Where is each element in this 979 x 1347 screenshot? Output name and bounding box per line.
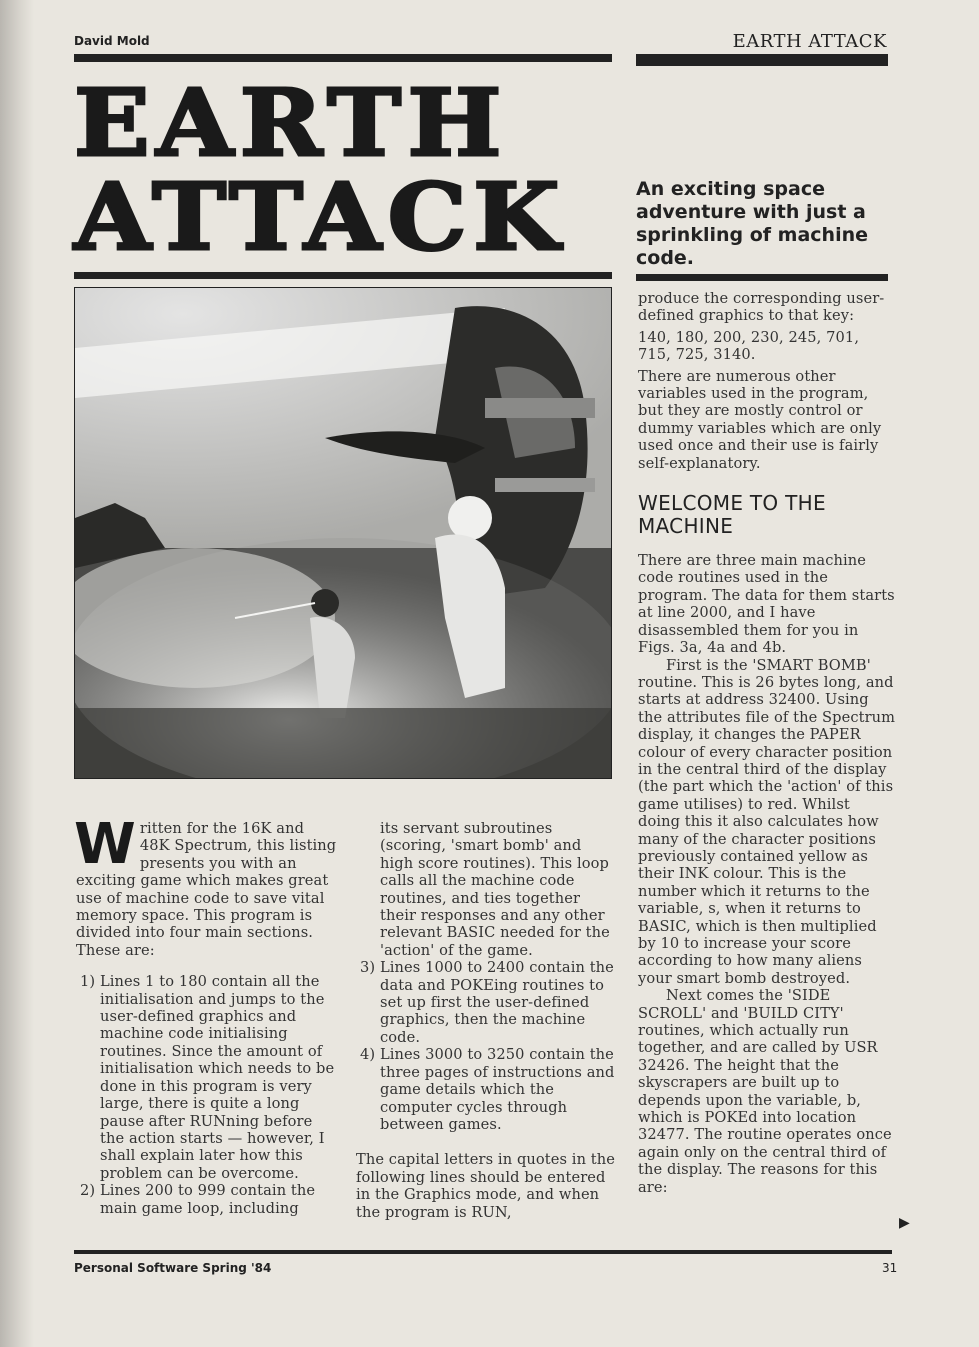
list-item-number: 1) [80, 973, 96, 991]
article-photo [74, 287, 612, 779]
list-item-text: Lines 1000 to 2400 contain the data and POKEing routines to set up first the user-defined graphics, then the machine code. [380, 959, 614, 1046]
list-item-text: Lines 1 to 180 contain all the initialisation and jumps to the user-defined graphics and machine code initialising routines. Since the amount of initialisation which needs to be done in this program is very large, there is quite a long pause after RUNning before the action starts — however, I shall explain later how this problem can be overcome. [100, 973, 335, 1182]
column-1 [74, 812, 338, 1217]
list-item [356, 1046, 616, 1133]
section-heading: WELCOME TO THE MACHINE [638, 491, 826, 539]
machine-code-paragraph: There are three main machine code routines used in the program. The data for them starts at line 2000, and I have disassembled them for you in Figs. 3a, 4a and 4b. [638, 552, 895, 657]
list-item-number: 2) [80, 1182, 96, 1200]
subtitle-rule [636, 274, 888, 281]
footer-rule [74, 1250, 892, 1254]
article-subtitle: An exciting space adventure with just a sprinkling of machine code. [636, 178, 868, 269]
list-item [76, 973, 338, 1182]
photo-illustration-icon [75, 288, 612, 779]
smart-bomb-paragraph: First is the 'SMART BOMB' routine. This is 26 bytes long, and starts at address 32400. Using the attributes file of the Spectrum display, it changes the PAPER colour of every character position in the central third of the display (the part which the 'action' of this game utilises) to red. Whilst doing this it also calculates how many of the character positions previously contained yellow as their INK colour. This is the number which it returns to the variable, s, when it returns to BASIC, which is then multiplied by 10 to increase your score according to how many aliens your smart bomb destroyed. [638, 656, 896, 987]
publication-name: Personal Software Spring '84 [74, 1261, 272, 1275]
graphics-mode-paragraph: The capital letters in quotes in the following lines should be entered in the Graphics mode, and when the program is RUN, [356, 1151, 616, 1221]
page-gutter-shadow [0, 0, 34, 1347]
list-item [356, 959, 616, 1046]
graphics-paragraph: produce the corresponding user-defined graphics to that key: [638, 290, 885, 325]
intro-text: ritten for the 16K and 48K Spectrum, this listing presents you with an exciting game which makes great use of machine code to save vital memory space. This program is divided into four main sections. These are: [76, 820, 337, 959]
title-line-2: ATTACK [74, 163, 566, 271]
running-header-title: EARTH ATTACK [732, 31, 887, 52]
header-rule-left [74, 54, 612, 62]
list-item-number: 4) [360, 1046, 376, 1064]
drop-cap: W [74, 812, 136, 877]
variables-paragraph: There are numerous other variables used in the program, but they are mostly control or dummy variables which are only used once and their use is fairly self-explanatory. [638, 367, 882, 472]
sections-list-continued [356, 820, 616, 1133]
page-number: 31 [882, 1261, 898, 1275]
line-numbers: 140, 180, 200, 230, 245, 701, 715, 725, 3140. [638, 328, 860, 364]
title-line-1: EARTH [74, 69, 508, 177]
continue-arrow-icon: ▶ [899, 1215, 910, 1231]
list-item-text: its servant subroutines (scoring, 'smart bomb' and high score routines). This loop calls all the machine code routines, and ties together their responses and any other relevant BASIC needed for the 'action' of the game. [380, 820, 610, 959]
column-2 [356, 820, 616, 1221]
list-item-text: Lines 200 to 999 contain the main game loop, including [100, 1182, 316, 1217]
header-rule-right [636, 54, 888, 66]
list-item-number: 3) [360, 959, 376, 977]
list-item [76, 1182, 338, 1217]
list-item [356, 820, 616, 959]
author-name: David Mold [74, 34, 150, 48]
title-rule [74, 272, 612, 279]
list-item-text: Lines 3000 to 3250 contain the three pages of instructions and game details which the computer cycles through between games. [380, 1046, 615, 1133]
sections-list [76, 973, 338, 1217]
column-3 [638, 290, 896, 1196]
intro-paragraph [74, 812, 338, 959]
side-scroll-paragraph: Next comes the 'SIDE SCROLL' and 'BUILD CITY' routines, which actually run together, and are called by USR 32426. The height that the skyscrapers are built up to depends upon the variable, b, which is POKEd into location 32477. The routine operates once again only on the central third of the display. The reasons for this are: [638, 987, 892, 1196]
article-title [74, 69, 614, 271]
